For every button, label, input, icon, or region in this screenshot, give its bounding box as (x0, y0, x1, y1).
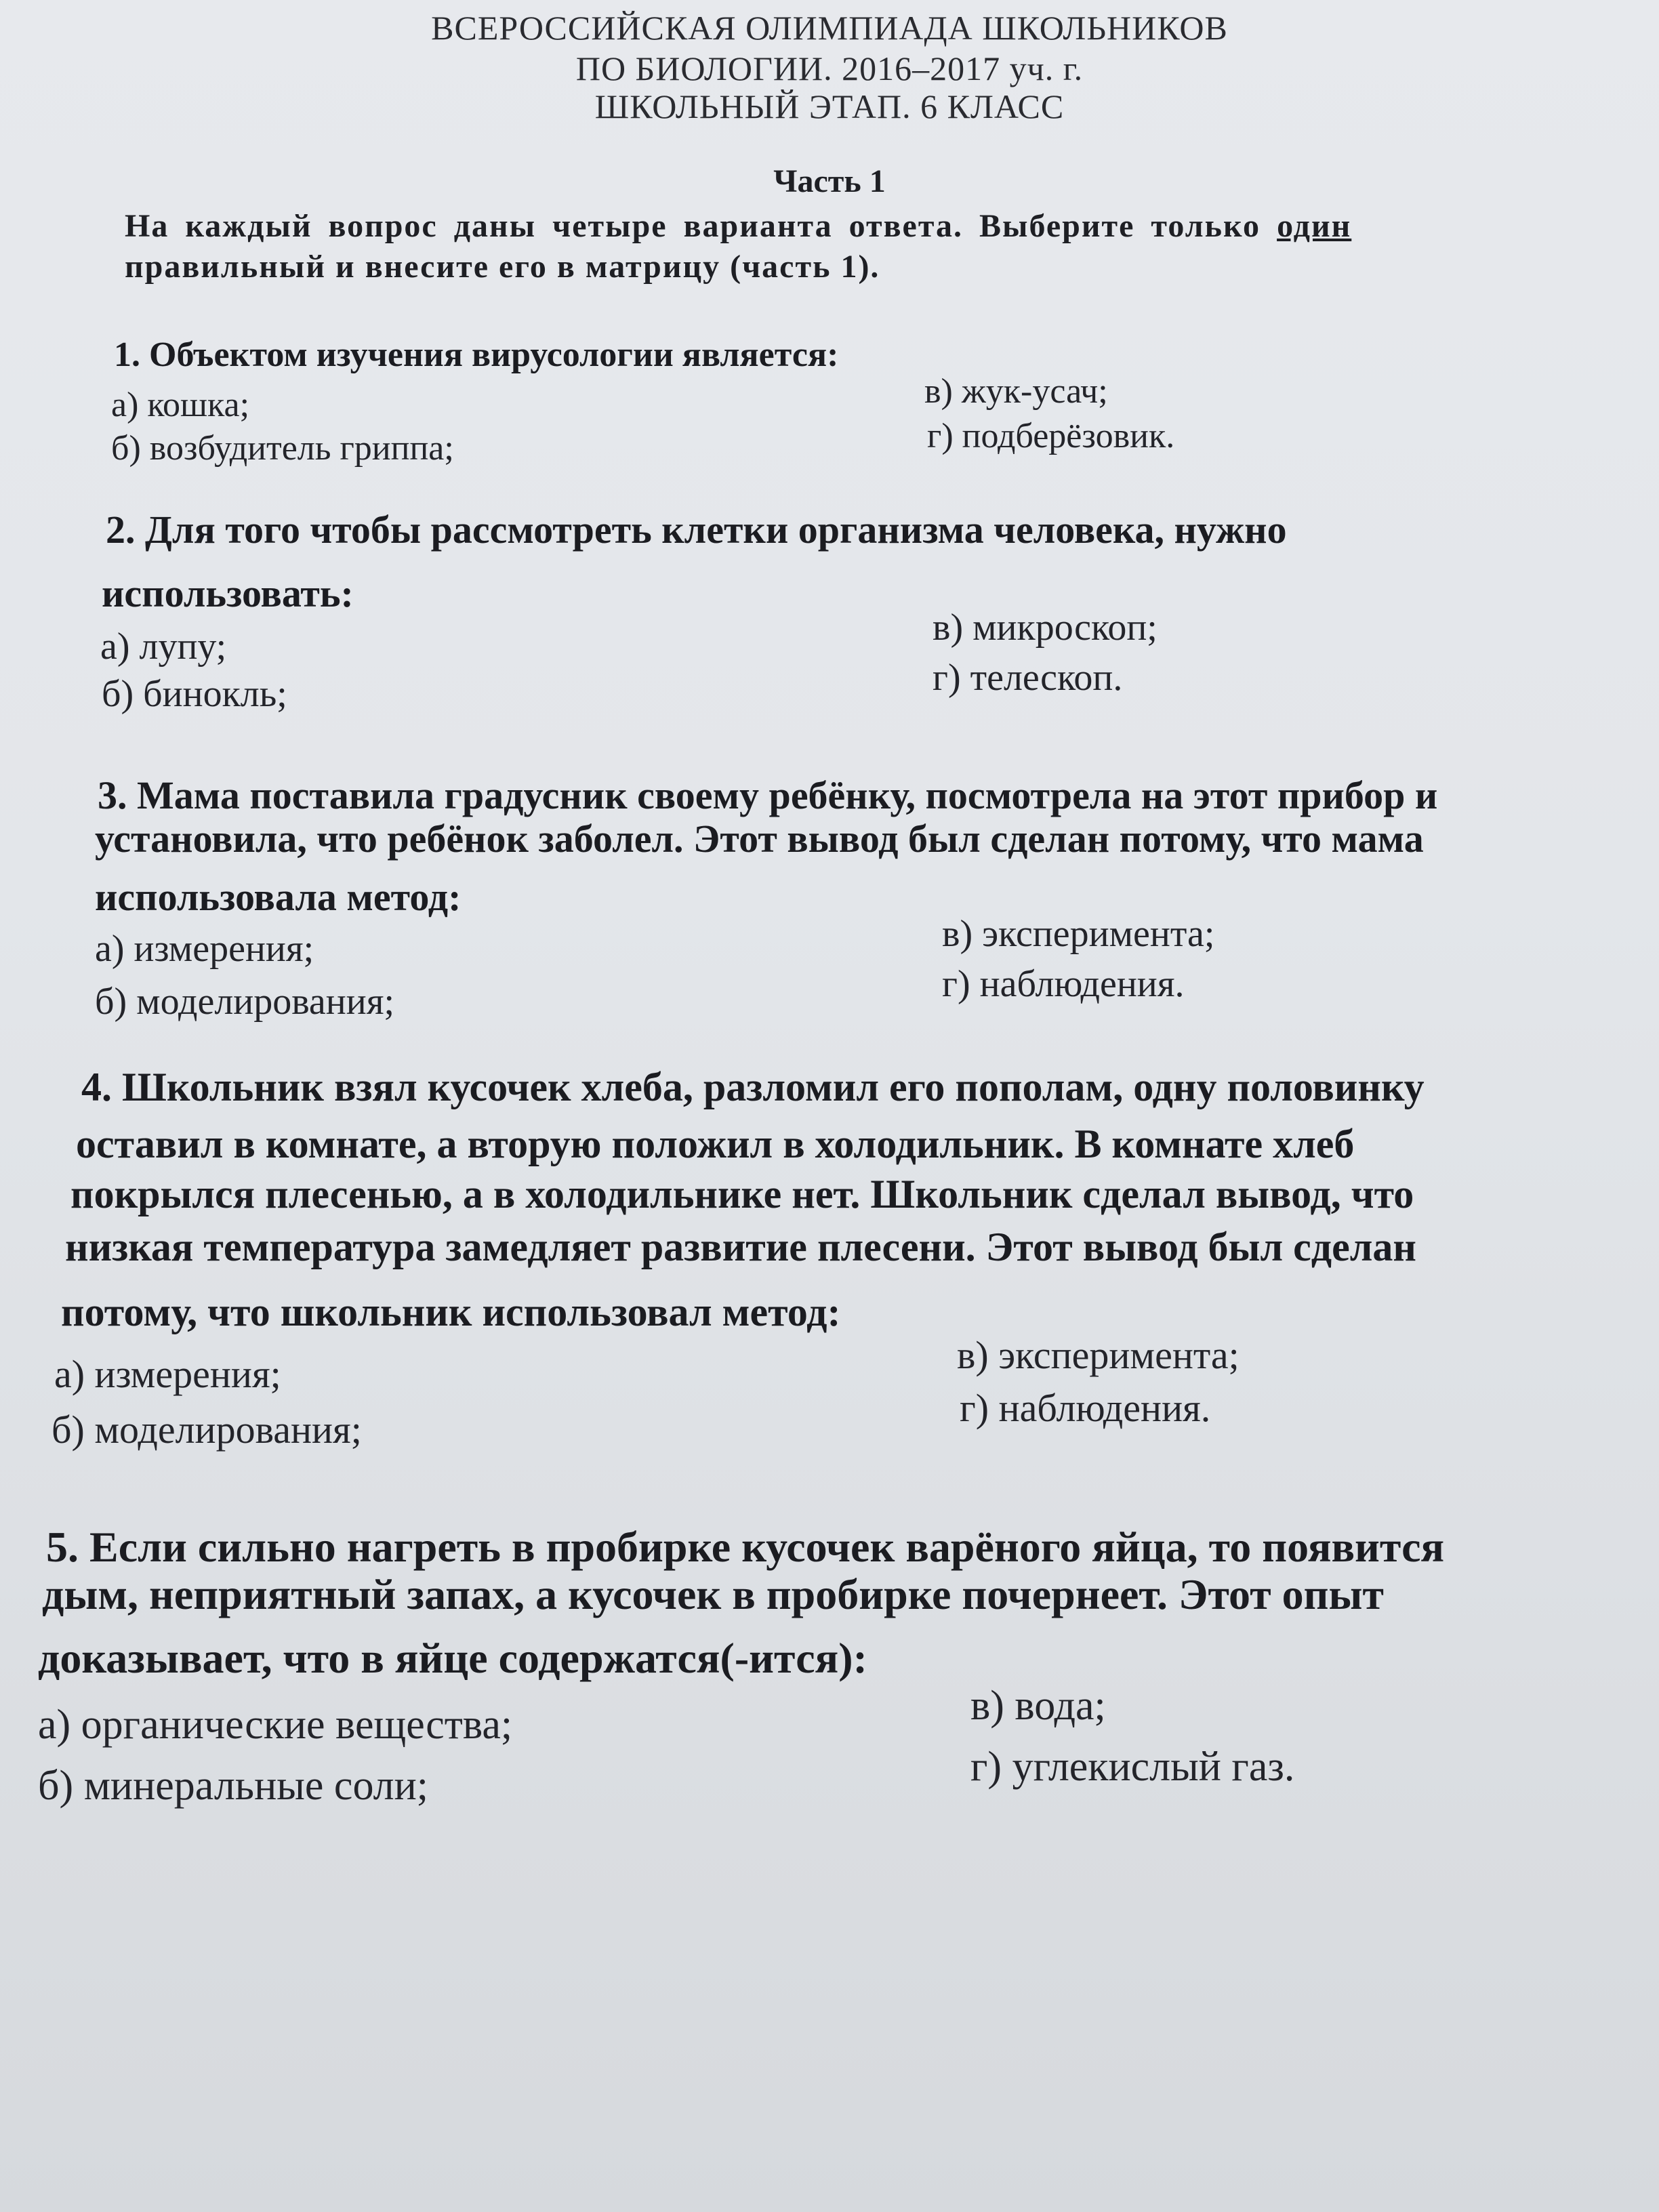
question-5-option-b: б) минеральные соли; (38, 1763, 428, 1809)
instruction-text: На каждый вопрос даны четыре варианта ответа. Выберите только (125, 208, 1277, 244)
question-3-line-1: 3. Мама поставила градусник своему ребёнку, посмотрела на этот прибор и (98, 773, 1438, 817)
question-5-line-2: дым, неприятный запах, а кусочек в пробирке почернеет. Этот опыт (42, 1570, 1384, 1618)
question-1-option-g: г) подберёзовик. (927, 417, 1175, 455)
question-5-line-3: доказывает, что в яйце содержатся(-ится): (38, 1634, 867, 1682)
question-4-option-a: а) измерения; (54, 1352, 281, 1396)
question-5-option-g: г) углекислый газ. (970, 1744, 1295, 1790)
question-1-line-1: 1. Объектом изучения вирусологии является: (114, 335, 839, 374)
question-1-option-a: а) кошка; (111, 386, 250, 424)
question-4-line-4: низкая температура замедляет развитие плесени. Этот вывод был сделан (65, 1225, 1416, 1269)
question-1-option-b: б) возбудитель гриппа; (111, 429, 454, 468)
question-3-option-g: г) наблюдения. (942, 963, 1185, 1005)
question-4-option-v: в) эксперимента; (957, 1333, 1240, 1377)
header-line-2: ПО БИОЛОГИИ. 2016–2017 уч. г. (575, 49, 1084, 87)
question-4-line-1: 4. Школьник взял кусочек хлеба, разломил его пополам, одну половинку (81, 1065, 1425, 1109)
part-title: Часть 1 (773, 163, 886, 199)
question-3-option-b: б) моделирования; (95, 981, 395, 1023)
instruction-underlined-word: один (1277, 208, 1352, 244)
question-1-option-v: в) жук-усач; (924, 372, 1108, 411)
question-4-option-b: б) моделирования; (52, 1408, 362, 1452)
header-line-3: ШКОЛЬНЫЙ ЭТАП. 6 КЛАСС (594, 87, 1065, 125)
question-3-option-a: а) измерения; (95, 928, 314, 970)
question-4-line-3: покрылся плесенью, а в холодильнике нет. Школьник сделал вывод, что (70, 1172, 1414, 1216)
question-5-option-v: в) вода; (970, 1683, 1106, 1729)
question-2-option-v: в) микроскоп; (933, 607, 1158, 649)
question-3-line-3: использовала метод: (95, 875, 462, 919)
question-2-line-2: использовать: (102, 571, 354, 615)
question-2-line-1: 2. Для того чтобы рассмотреть клетки организма человека, нужно (106, 508, 1287, 552)
question-3-option-v: в) эксперимента; (942, 913, 1215, 955)
question-4-line-2: оставил в комнате, а вторую положил в холодильник. В комнате хлеб (76, 1122, 1355, 1166)
question-4-option-g: г) наблюдения. (960, 1386, 1211, 1430)
question-5-line-1: 5. Если сильно нагреть в пробирке кусочек варёного яйца, то появится (46, 1523, 1445, 1571)
header-line-1: ВСЕРОССИЙСКАЯ ОЛИМПИАДА ШКОЛЬНИКОВ (431, 9, 1228, 47)
question-3-line-2: установила, что ребёнок заболел. Этот вывод был сделан потому, что мама (95, 817, 1424, 861)
question-2-option-g: г) телескоп. (933, 657, 1123, 699)
instruction-line-2: правильный и внесите его в матрицу (часть 1). (125, 249, 880, 285)
question-2-option-b: б) бинокль; (102, 673, 287, 715)
question-5-option-a: а) органические вещества; (38, 1702, 513, 1748)
instruction-line-1 (125, 207, 1589, 245)
question-2-option-a: а) лупу; (100, 626, 227, 668)
question-4-line-5: потому, что школьник использовал метод: (61, 1290, 841, 1334)
